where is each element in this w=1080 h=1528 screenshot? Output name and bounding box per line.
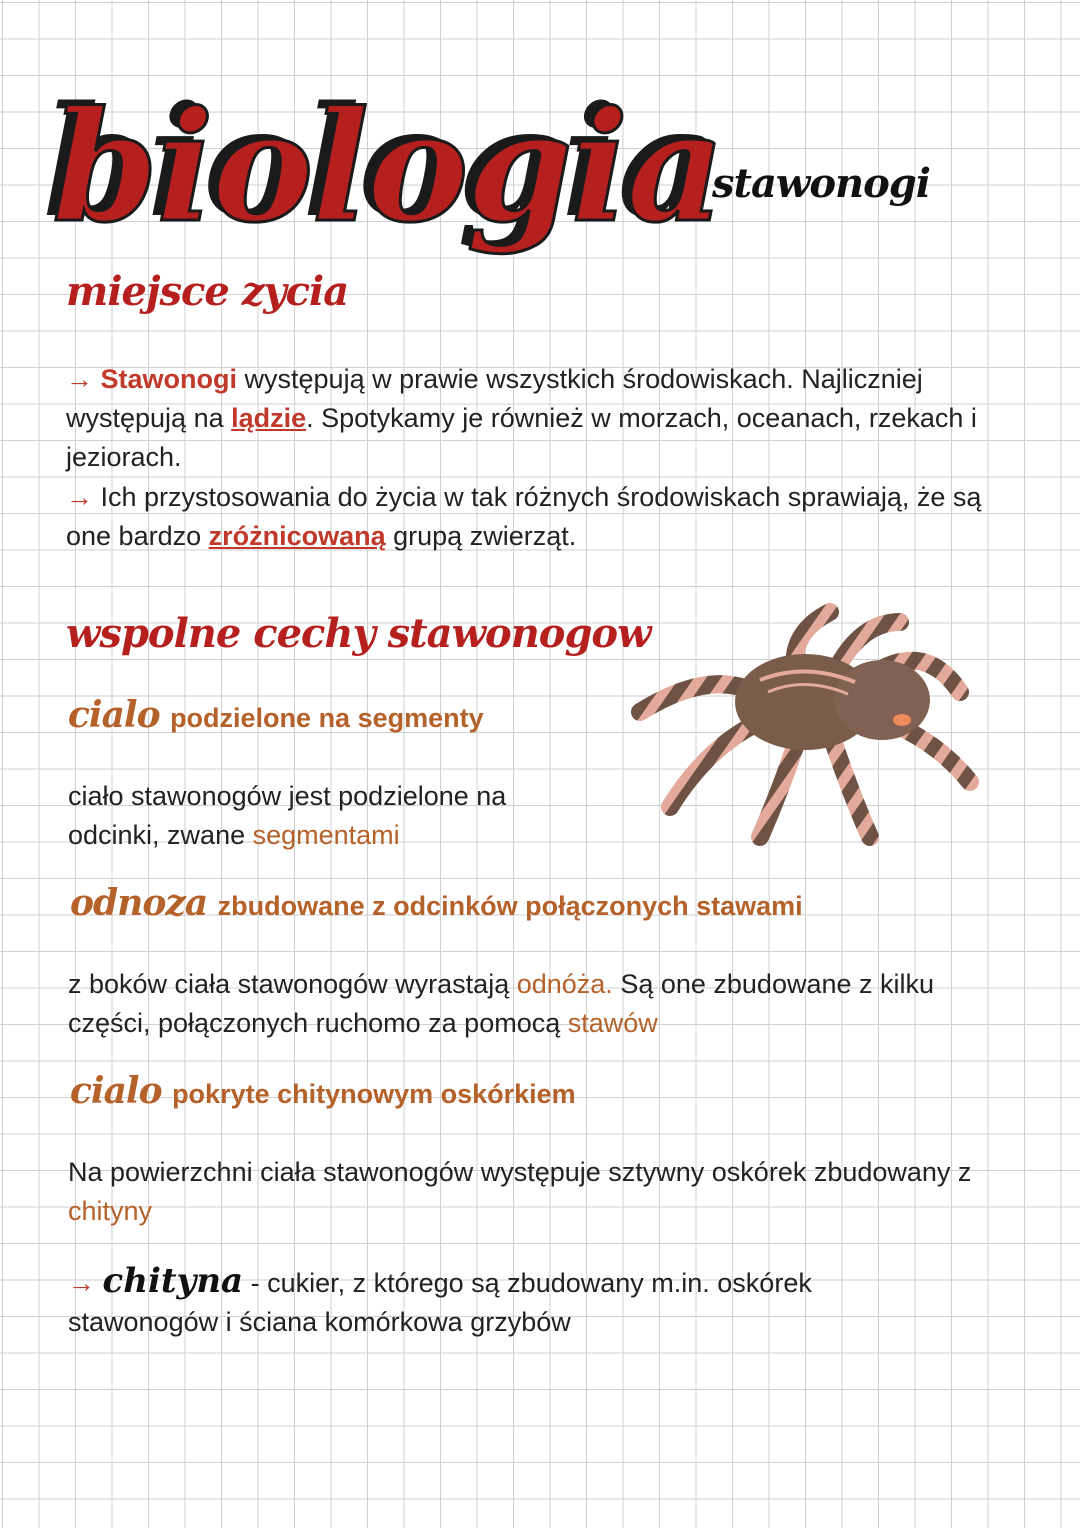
page-subtitle: stawonogi	[712, 160, 930, 207]
section-heading-features: wspolne cechy stawonogow	[66, 610, 651, 657]
term-zroznicowana: zróżnicowaną	[208, 521, 386, 551]
term-chityna: chityna	[102, 1261, 244, 1301]
feature-heading-cuticle: cialo pokryte chitynowym oskórkiem	[70, 1070, 576, 1112]
arrow-icon: →	[66, 482, 93, 512]
term-ladzie: lądzie	[231, 403, 307, 433]
paragraph-habitat-1: → Stawonogi występują w prawie wszystkich środowiskach. Najliczniej występują na lądzie. Spotykamy je również w morzach, oceanach, rzekach i jeziorach.	[66, 364, 977, 472]
section-heading-habitat: miejsce zycia	[66, 268, 349, 315]
paragraph-segments: ciało stawonogów jest podzielone na odcinki, zwane segmentami	[68, 781, 507, 850]
term-stawonogi: Stawonogi	[100, 364, 238, 394]
term-stawow: stawów	[567, 1008, 658, 1038]
term-segmentami: segmentami	[252, 820, 400, 850]
paragraph-cuticle: Na powierzchni ciała stawonogów występuje sztywny oskórek zbudowany z chityny	[68, 1157, 972, 1226]
spider-illustration	[620, 592, 1000, 852]
feature-heading-segments: cialo podzielone na segmenty	[68, 694, 484, 736]
feature-heading-appendages: odnoza zbudowane z odcinków połączonych stawami	[70, 882, 803, 924]
arrow-icon: →	[66, 364, 93, 394]
paragraph-appendages: z boków ciała stawonogów wyrastają odnóża. Są one zbudowane z kilku części, połączonych ruchomo za pomocą stawów	[68, 969, 935, 1038]
term-chityny: chityny	[68, 1196, 153, 1226]
definition-chityna: → chityna - cukier, z którego są zbudowany m.in. oskórek stawonogów i ściana komórkowa grzybów	[68, 1261, 812, 1337]
arrow-icon: →	[68, 1268, 95, 1298]
page-title: biologia	[52, 77, 724, 256]
term-odnoza: odnóża.	[516, 969, 613, 999]
paragraph-habitat-2: → Ich przystosowania do życia w tak różnych środowiskach sprawiają, że są one bardzo zróżnicowaną grupą zwierząt.	[66, 482, 982, 551]
